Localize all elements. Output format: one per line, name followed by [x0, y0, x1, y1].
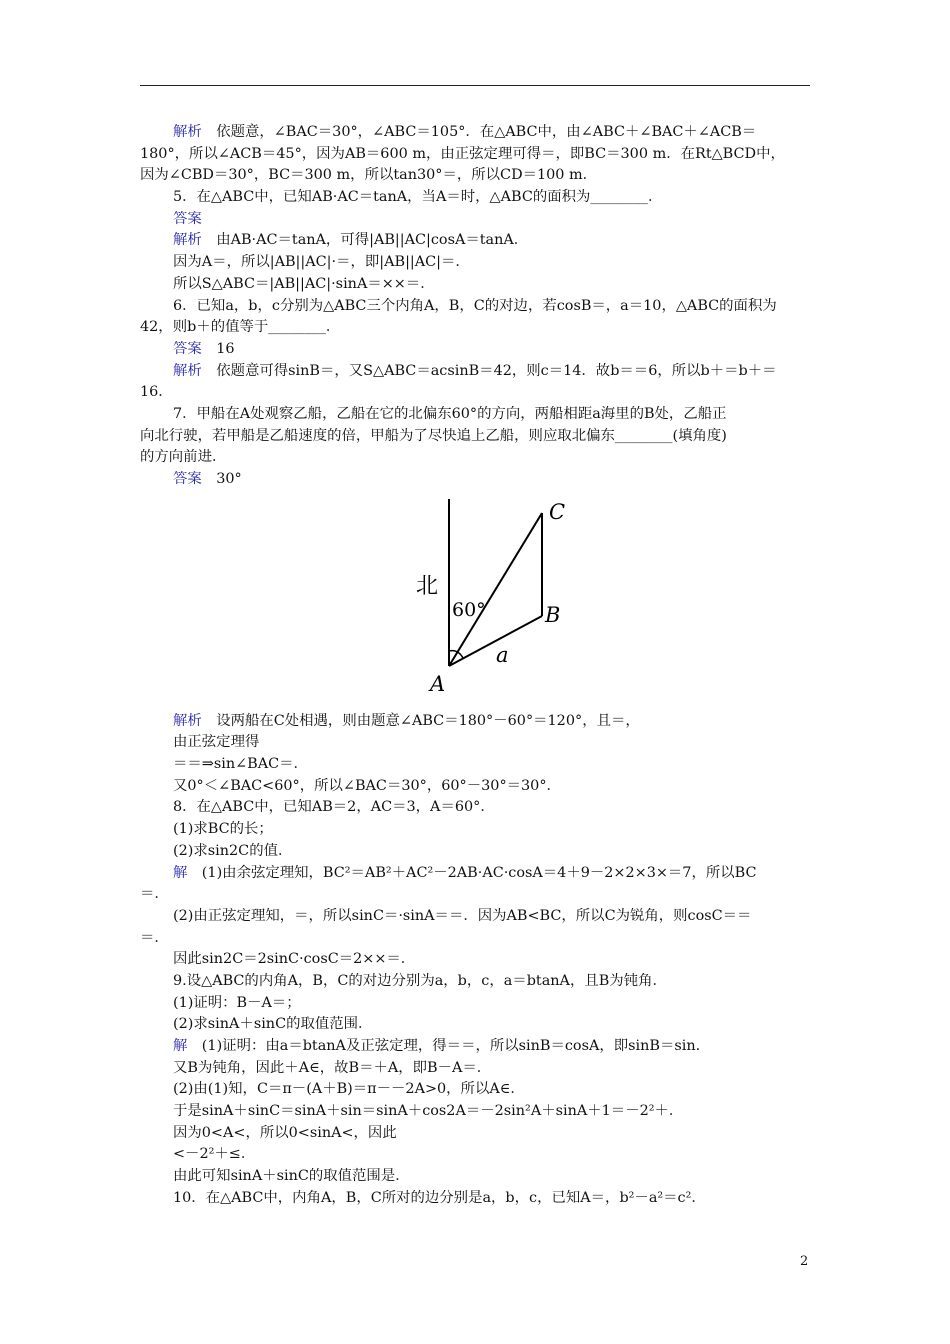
text-line	[140, 841, 812, 863]
text-line	[140, 776, 812, 798]
text-line	[140, 382, 812, 404]
text-line	[140, 426, 812, 448]
line-text: (1)求BC的长；	[173, 821, 273, 838]
line-text: 因为A＝，所以|AB||AC|·＝，即|AB||AC|＝．	[173, 254, 470, 271]
text-line	[140, 906, 812, 928]
section-label: 解析	[173, 712, 202, 729]
line-text: (2)由正弦定理知，＝，所以sinC＝·sinA＝＝．因为AB<BC，所以C为锐角，则cosC＝＝	[173, 907, 752, 924]
line-text: 又B为钝角，因此＋A∈，故B＝＋A，即B－A＝．	[173, 1059, 492, 1076]
section-label: 解	[173, 864, 188, 881]
section-label: 解	[173, 1038, 188, 1054]
text-line	[140, 884, 812, 906]
line-text: <－2²＋≤．	[173, 1146, 256, 1163]
text-line	[140, 122, 812, 144]
section-label: 解析	[173, 124, 202, 140]
text-line	[140, 819, 812, 841]
line-text: 依题意可得sinB＝，又S△ABC＝acsinB＝42，则c＝14．故b＝＝6，所以b＋＝b＋＝	[201, 362, 777, 379]
text-line	[140, 711, 812, 733]
line-text: 向北行驶，若甲船是乙船速度的倍，甲船为了尽快追上乙船，则应取北偏东________(填角度)	[140, 427, 727, 444]
text-line	[140, 732, 812, 754]
label-point-a: A	[430, 671, 446, 696]
label-north: 北	[416, 573, 439, 599]
line-text: 30°	[201, 471, 242, 487]
text-line	[140, 1166, 812, 1188]
line-text: (1)证明：B－A＝；	[173, 994, 301, 1011]
text-line	[140, 209, 812, 231]
line-text: (2)由(1)知，C＝π－(A＋B)＝π－－2A>0，所以A∈．	[173, 1081, 525, 1098]
line-text: 7．甲船在A处观察乙船，乙船在它的北偏东60°的方向，两船相距a海里的B处，乙船正	[173, 405, 727, 422]
line-text: 16．	[140, 384, 173, 401]
text-line	[140, 252, 812, 274]
text-line	[140, 404, 812, 426]
line-text: (2)求sinA＋sinC的取值范围．	[173, 1016, 373, 1033]
text-line	[140, 1058, 812, 1080]
line-text: 于是sinA＋sinC＝sinA＋sin＝sinA＋cos2A＝－2sin²A＋sinA＋1＝－2²＋．	[173, 1103, 684, 1120]
text-line	[140, 1101, 812, 1123]
text-line	[140, 863, 812, 885]
section-label: 答案	[173, 210, 202, 227]
label-angle: 60°	[452, 598, 486, 621]
text-line	[140, 339, 812, 361]
line-text: ＝＝⇒sin∠BAC＝．	[173, 756, 308, 773]
line-text: 180°，所以∠ACB＝45°，因为AB＝600 m，由正弦定理可得＝，即BC＝300 m．在Rt△BCD中，	[140, 145, 785, 162]
line-text: 6．已知a，b，c分别为△ABC三个内角A，B，C的对边，若cosB＝，a＝10，△ABC的面积为	[173, 297, 777, 314]
label-point-b: B	[545, 602, 561, 627]
text-line	[140, 317, 812, 339]
header-rule	[140, 85, 810, 86]
line-text: 所以S△ABC＝|AB||AC|·sinA＝××＝．	[173, 275, 435, 292]
line-text: 因此sin2C＝2sinC·cosC＝2××＝．	[173, 951, 416, 968]
page-number: 2	[800, 1254, 809, 1269]
text-block-bottom	[140, 711, 812, 1210]
ship-diagram-svg	[402, 491, 582, 701]
label-point-c: C	[549, 499, 566, 524]
text-line	[140, 949, 812, 971]
text-line	[140, 187, 812, 209]
line-text: (1)证明：由a＝btanA及正弦定理，得＝＝，所以sinB＝cosA，即sinB＝sin.	[187, 1038, 701, 1054]
text-block-top	[140, 122, 812, 491]
text-line	[140, 1188, 812, 1210]
text-line	[140, 469, 812, 491]
section-label: 答案	[173, 340, 202, 357]
line-text: (1)由余弦定理知，BC²＝AB²＋AC²－2AB·AC·cosA＝4＋9－2×2×3×＝7，所以BC	[187, 864, 757, 881]
line-text: (2)求sin2C的值．	[173, 842, 293, 859]
text-line	[140, 1123, 812, 1145]
text-line	[140, 1036, 812, 1058]
text-line	[140, 447, 812, 469]
text-line	[140, 296, 812, 318]
line-text: ＝．	[140, 886, 169, 903]
line-text: 5．在△ABC中，已知AB·AC＝tanA，当A＝时，△ABC的面积为________．	[173, 189, 663, 206]
line-text: 设两船在C处相遇，则由题意∠ABC＝180°－60°＝120°，且＝，	[201, 712, 640, 729]
line-text: 16	[201, 340, 235, 357]
text-line	[140, 928, 812, 950]
line-text: 由AB·AC＝tanA，可得|AB||AC|cosA＝tanA．	[201, 232, 529, 249]
text-line	[140, 797, 812, 819]
line-text: 又0°＜∠BAC<60°，所以∠BAC＝30°，60°－30°＝30°．	[173, 777, 561, 794]
section-label: 解析	[173, 362, 202, 379]
section-label: 答案	[173, 471, 202, 487]
text-line	[140, 274, 812, 296]
text-line	[140, 993, 812, 1015]
line-text: 由正弦定理得	[173, 734, 260, 751]
line-text: 由此可知sinA＋sinC的取值范围是．	[173, 1168, 410, 1185]
text-line	[140, 361, 812, 383]
line-text: 10．在△ABC中，内角A，B，C所对的边分别是a，b，c，已知A＝，b²－a²＝c²．	[173, 1189, 706, 1206]
text-line	[140, 1014, 812, 1036]
ship-diagram	[140, 491, 812, 711]
text-line	[140, 144, 812, 166]
line-text: 依题意，∠BAC＝30°，∠ABC＝105°．在△ABC中，由∠ABC＋∠BAC＋∠ACB＝	[201, 124, 757, 140]
text-line	[140, 165, 812, 187]
text-line	[140, 971, 812, 993]
section-label: 解析	[173, 232, 202, 249]
line-text: 因为0<A<，所以0<sinA<，因此	[173, 1124, 397, 1141]
line-text: 因为∠CBD＝30°，BC＝300 m，所以tan30°＝，所以CD＝100 m．	[140, 167, 598, 184]
line-text: 42，则b＋的值等于________．	[140, 319, 341, 336]
text-line	[140, 754, 812, 776]
line-text: ＝．	[140, 929, 169, 946]
line-text: 8．在△ABC中，已知AB＝2，AC＝3，A＝60°．	[173, 799, 495, 816]
text-line	[140, 230, 812, 252]
line-text: 的方向前进．	[140, 449, 227, 466]
label-a: a	[496, 642, 509, 667]
page-content	[140, 122, 812, 1210]
text-line	[140, 1079, 812, 1101]
text-line	[140, 1144, 812, 1166]
line-text: 9.设△ABC的内角A，B，C的对边分别为a，b，c，a＝btanA，且B为钝角．	[173, 972, 667, 989]
